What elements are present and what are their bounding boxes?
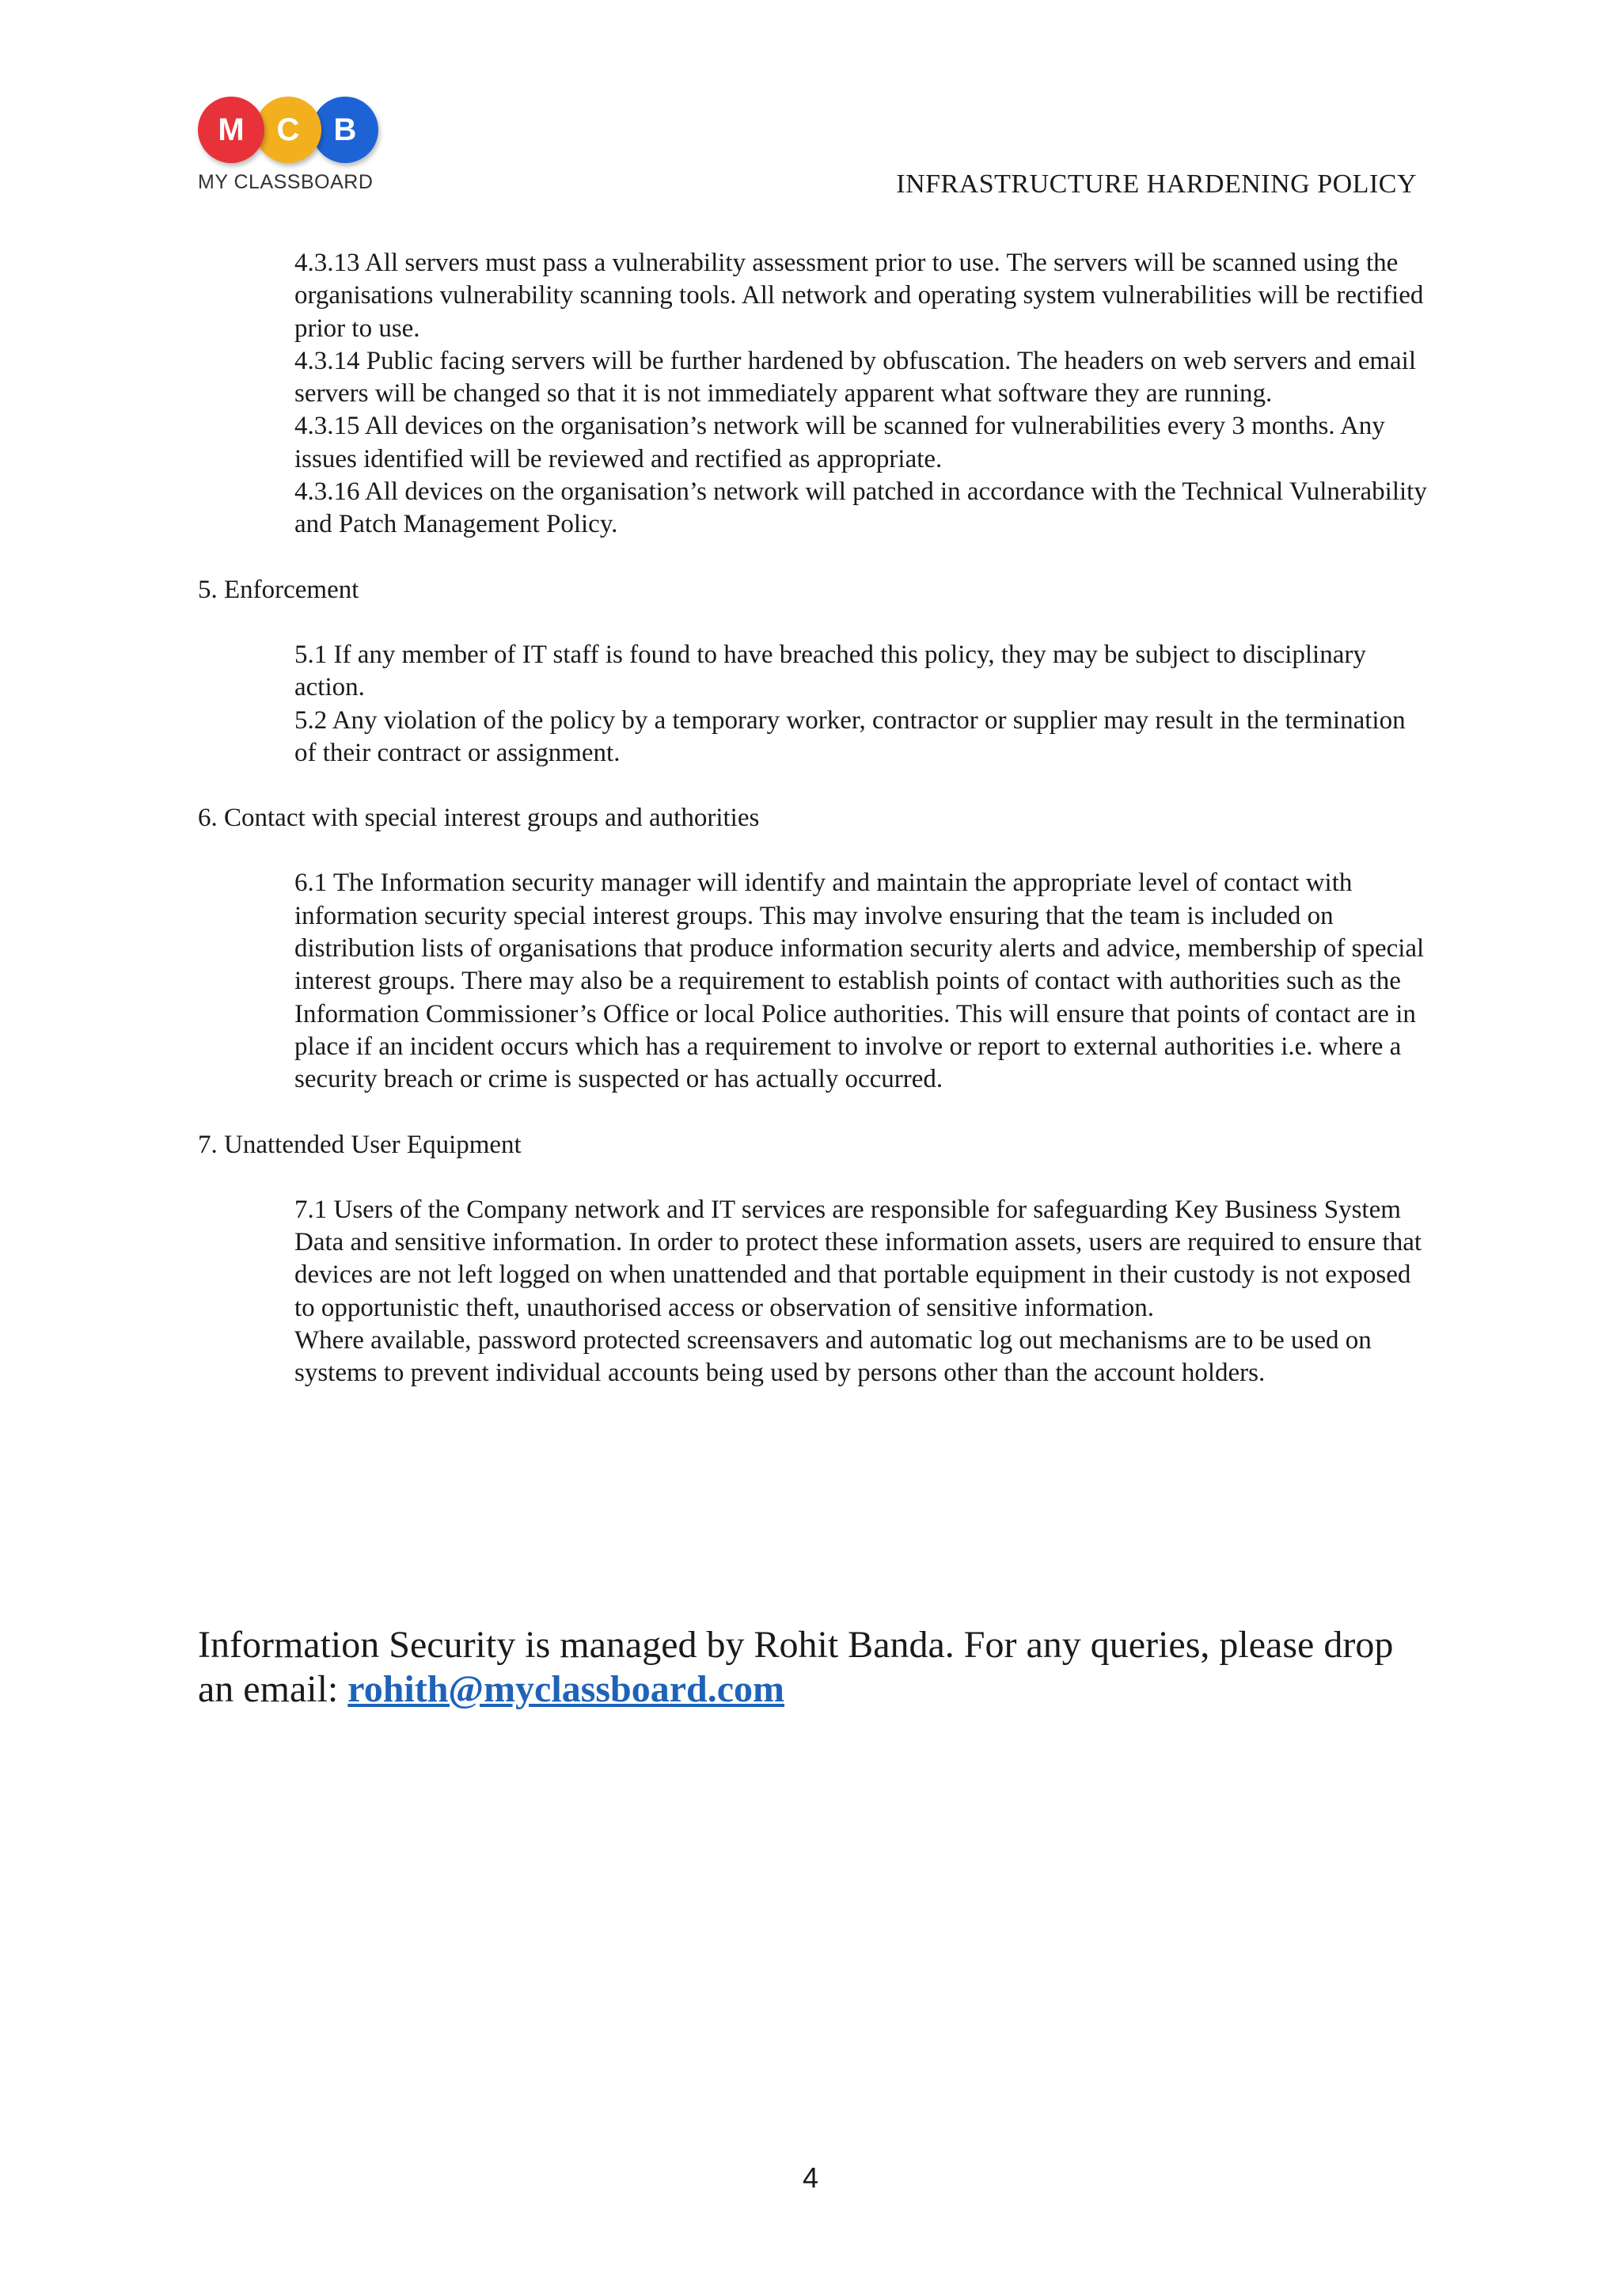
section-5-title: 5. Enforcement xyxy=(198,575,359,604)
section-5-items xyxy=(294,639,1433,770)
mcb-logo xyxy=(198,97,388,194)
section-6-title: 6. Contact with special interest groups and authorities xyxy=(198,804,760,833)
paragraph-4-3-14: 4.3.14 Public facing servers will be further hardened by obfuscation. The headers on web servers and email servers will be changed so that it is not immediately apparent what software they are running. xyxy=(294,346,1417,409)
paragraph-7-2: Where available, password protected screensavers and automatic log out mechanisms are to be used on systems to prevent individual accounts being used by persons other than the account holders. xyxy=(294,1326,1372,1388)
page-number: 4 xyxy=(802,2161,819,2194)
paragraph-4-3-13: 4.3.13 All servers must pass a vulnerability assessment prior to use. The servers will be scanned using the organisations vulnerability scanning tools. All network and operating system vulnerabilities will be rectified prior to use. xyxy=(294,249,1424,343)
paragraph-6-1: 6.1 The Information security manager will identify and maintain the appropriate level of contact with information security special interest groups. This may involve ensuring that the team is included on distribution lists of organisations that produce information security alerts and advice, membership of special interest groups. There may also be a requirement to establish points of contact with authorities such as the Information Commissioner’s Office or local Police authorities. This will ensure that points of contact are in place if an incident occurs which has a requirement to involve or report to external authorities i.e. where a security breach or crime is suspected or has actually occurred. xyxy=(294,869,1425,1094)
paragraph-5-1: 5.1 If any member of IT staff is found to have breached this policy, they may be subject to disciplinary action. xyxy=(294,640,1366,702)
contact-note xyxy=(198,1623,1433,1712)
paragraph-4-3-15: 4.3.15 All devices on the organisation’s network will be scanned for vulnerabilities every 3 months. Any issues identified will be reviewed and rectified as appropriate. xyxy=(294,412,1385,473)
logo-circle-m: M xyxy=(198,97,264,163)
logo-text: MY CLASSBOARD xyxy=(198,171,374,193)
contact-note-text: Information Security is managed by Rohit Banda. For any queries, please drop an email: xyxy=(198,1624,1394,1710)
paragraph-5-2: 5.2 Any violation of the policy by a temporary worker, contractor or supplier may result in the termination of their contract or assignment. xyxy=(294,705,1406,767)
logo-circles xyxy=(198,97,388,165)
contact-email-link[interactable]: rohith@myclassboard.com xyxy=(347,1668,785,1710)
document-header-title: INFRASTRUCTURE HARDENING POLICY xyxy=(896,169,1417,199)
section-4-items xyxy=(294,247,1433,542)
logo-circle-b: B xyxy=(312,97,378,163)
section-6-items xyxy=(294,867,1433,1096)
paragraph-7-1: 7.1 Users of the Company network and IT services are responsible for safeguarding Key Business System Data and sensitive information. In order to protect these information assets, users are required to ensure that devices are not left logged on when unattended and that portable equipment in their custody is not exposed to opportunistic theft, unauthorised access or observation of sensitive information. xyxy=(294,1195,1422,1322)
document-body xyxy=(198,247,1433,1390)
section-7-items xyxy=(294,1194,1433,1390)
logo-circle-c: C xyxy=(255,97,321,163)
section-7-title: 7. Unattended User Equipment xyxy=(198,1130,522,1159)
paragraph-4-3-16: 4.3.16 All devices on the organisation’s network will patched in accordance with the Technical Vulnerability and Patch Management Policy. xyxy=(294,477,1427,539)
